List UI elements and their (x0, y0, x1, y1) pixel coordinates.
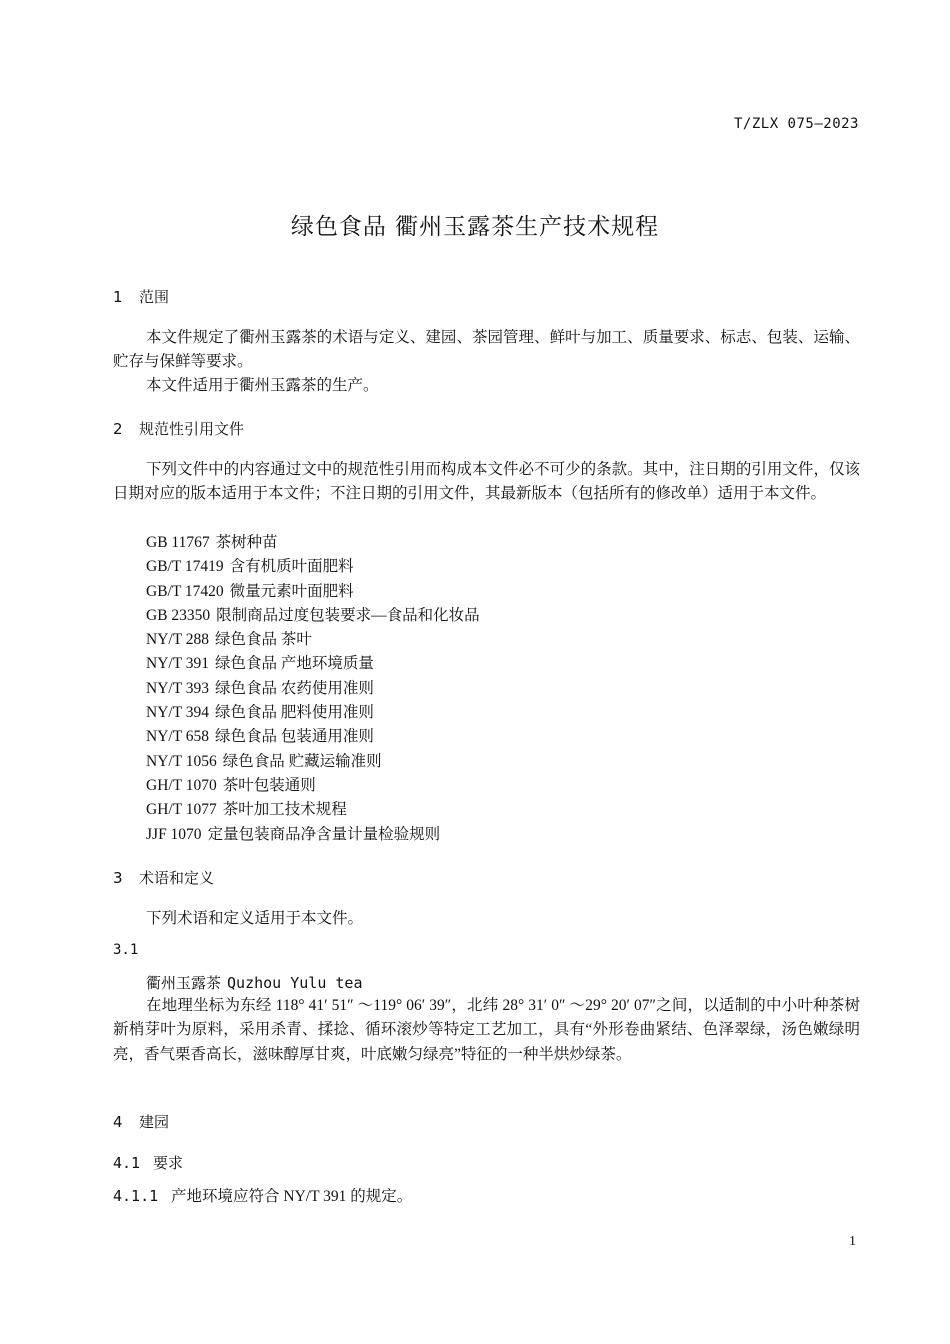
reference-code: NY/T 391 (146, 655, 210, 673)
reference-code: GB/T 17420 (146, 582, 224, 600)
subsection-heading (113, 1152, 183, 1173)
reference-code: JJF 1070 (146, 825, 202, 843)
reference-title: 茶叶加工技术规程 (222, 801, 347, 819)
clause-number: 4.1.1 (113, 1187, 159, 1205)
clause-item (113, 1184, 412, 1206)
reference-title: 微量元素叶面肥料 (229, 582, 354, 600)
reference-item (146, 628, 480, 652)
reference-code: NY/T 658 (146, 728, 210, 746)
reference-code: GB/T 17419 (146, 558, 224, 576)
section-heading-4 (113, 1111, 169, 1132)
reference-item (146, 531, 480, 555)
section-number: 1 (113, 288, 123, 306)
reference-item (146, 652, 480, 676)
term-definition: 在地理坐标为东经 118° 41′ 51″ ～119° 06′ 39″，北纬 28° 31′ 0″ ～29° 20′ 07″之间，以适制的中小叶种茶树新梢芽叶为原料，采用杀青、揉捻、循环滚炒等特定工艺加工，具有“外形卷曲紧结、色泽翠绿，汤色嫩绿明亮，香气栗香高长，滋味醇厚甘爽，叶底嫩匀绿亮”特征的一种半烘炒绿茶。 (113, 997, 861, 1063)
paragraph: 本文件适用于衢州玉露茶的生产。 (146, 377, 379, 394)
section-number: 4 (113, 1113, 123, 1131)
reference-title: 茶树种苗 (215, 534, 278, 551)
page-number: 1 (849, 1234, 856, 1249)
reference-item (146, 725, 480, 749)
reference-code: NY/T 1056 (146, 752, 217, 770)
subsection-title: 要求 (153, 1154, 184, 1172)
section-heading-1 (113, 286, 169, 307)
section-number: 2 (113, 420, 123, 438)
reference-title: 限制商品过度包装要求—食品和化妆品 (216, 606, 480, 624)
reference-item (146, 823, 480, 847)
section-heading-3 (113, 867, 214, 888)
subsection-number: 3.1 (113, 942, 139, 958)
section-title: 范围 (139, 288, 170, 306)
reference-title: 绿色食品 贮藏运输准则 (222, 752, 382, 770)
reference-code: NY/T 393 (146, 679, 210, 697)
term-english: Quzhou Yulu tea (227, 974, 363, 992)
reference-item (146, 798, 480, 822)
normative-reference-list (146, 531, 480, 847)
subsection-number: 4.1 (113, 1154, 141, 1172)
reference-code: GB 23350 (146, 606, 211, 624)
reference-code: NY/T 394 (146, 704, 210, 722)
reference-item (146, 677, 480, 701)
clause-text: 产地环境应符合 NY/T 391 的规定。 (171, 1188, 413, 1205)
section-title: 建园 (139, 1113, 170, 1131)
section-title: 术语和定义 (139, 869, 215, 887)
reference-title: 绿色食品 肥料使用准则 (215, 704, 374, 722)
reference-code: GB 11767 (146, 534, 210, 551)
reference-title: 绿色食品 产地环境质量 (215, 655, 374, 673)
reference-code: GH/T 1077 (146, 801, 217, 819)
paragraph: 本文件规定了衢州玉露茶的术语与定义、建园、茶园管理、鲜叶与加工、质量要求、标志、包装、运输、贮存与保鲜等要求。 (113, 329, 860, 371)
reference-title: 绿色食品 包装通用准则 (215, 728, 374, 746)
reference-item (146, 604, 480, 628)
section-heading-2 (113, 418, 244, 439)
reference-code: NY/T 288 (146, 631, 210, 649)
section-number: 3 (113, 869, 123, 887)
document-code: T/ZLX 075—2023 (733, 116, 859, 132)
term-chinese: 衢州玉露茶 (146, 974, 222, 992)
paragraph: 下列文件中的内容通过文中的规范性引用而构成本文件必不可少的条款。其中，注日期的引用文件，仅该日期对应的版本适用于本文件；不注日期的引用文件，其最新版本（包括所有的修改单）适用于本文件。 (113, 461, 860, 503)
reference-item (146, 774, 480, 798)
reference-title: 定量包装商品净含量计量检验规则 (207, 825, 441, 843)
reference-item (146, 701, 480, 725)
term-entry (146, 972, 362, 993)
reference-title: 绿色食品 茶叶 (215, 631, 312, 649)
reference-title: 含有机质叶面肥料 (229, 558, 354, 576)
reference-title: 茶叶包装通则 (222, 776, 316, 794)
reference-item (146, 750, 480, 774)
section-title: 规范性引用文件 (139, 420, 245, 438)
reference-title: 绿色食品 农药使用准则 (215, 679, 374, 697)
document-title: 绿色食品 衢州玉露茶生产技术规程 (290, 214, 660, 240)
reference-item (146, 580, 480, 604)
reference-code: GH/T 1070 (146, 776, 217, 794)
reference-item (146, 555, 480, 579)
paragraph: 下列术语和定义适用于本文件。 (146, 910, 364, 927)
